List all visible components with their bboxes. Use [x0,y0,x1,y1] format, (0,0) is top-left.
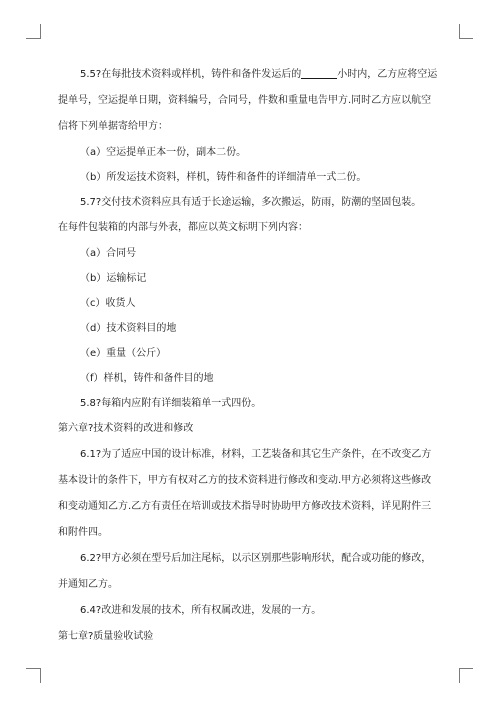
paragraph-packaging: 在每件包装箱的内部与外表，都应以英文标明下列内容： [58,222,308,233]
paragraph-6-1-line-4: 和附件四。 [58,527,108,538]
list-item: （f）样机，铸件和备件目的地 [80,373,214,384]
list-item: （a）合同号 [80,248,137,259]
list-item: （b）所发运技术资料，样机，铸件和备件的详细清单一式二份。 [80,172,367,183]
list-item: （c）收货人 [80,298,136,309]
paragraph-5-5-line-3: 信将下列单据寄给甲方： [58,121,168,132]
paragraph-6-1-line-1: 6.1?为了适应中国的设计标准，材料，工艺装备和其它生产条件，在不改变乙方 [80,449,432,460]
crop-mark-top-right [459,24,460,39]
paragraph-6-2-line-1: 6.2?甲方必须在型号后加注尾标，以示区别那些影响形状，配合或功能的修改， [80,553,432,564]
paragraph-6-2-line-2: 并通知乙方。 [58,579,118,590]
crop-mark-bottom-right [459,668,460,683]
crop-mark-top-left [40,24,41,39]
fill-in-blank [301,68,337,79]
crop-mark-top-left [26,38,40,39]
chapter-heading: 第六章?技术资料的改进和修改 [58,423,194,434]
paragraph-6-1-line-2: 基本设计的条件下，甲方有权对乙方的技术资料进行修改和变动.甲方必须将这些修改 [58,475,432,486]
paragraph-5-8: 5.8?每箱内应附有详细装箱单一式四份。 [80,398,262,409]
list-item: （a）空运提单正本一份，副本二份。 [80,147,247,158]
crop-mark-bottom-right [459,668,473,669]
paragraph-5-5-line-1 [80,68,437,82]
paragraph-6-4: 6.4?改进和发展的技术，所有权属改进，发展的一方。 [80,605,322,616]
chapter-heading: 第七章?质量验收试验 [58,631,154,642]
paragraph-5-5-line-2: 提单号，空运提单日期，资料编号，合同号，件数和重量电告甲方.同时乙方应以航空 [58,95,432,106]
paragraph-5-7: 5.7?交付技术资料应具有适于长途运输，多次搬运，防雨，防潮的坚固包装。 [80,197,422,208]
crop-mark-bottom-left [26,668,40,669]
list-item: （e）重量（公斤） [80,348,167,359]
paragraph-text: 小时内，乙方应将空运 [337,69,438,80]
paragraph-6-1-line-3: 和变动通知乙方.乙方有责任在培训或技术指导时协助甲方修改技术资料，详见附件三 [58,501,432,512]
crop-mark-bottom-left [40,668,41,683]
crop-mark-top-right [459,38,473,39]
list-item: （d）技术资料目的地 [80,323,177,334]
list-item: （b）运输标记 [80,273,147,284]
paragraph-text: 5.5?在每批技术资料或样机，铸件和备件发运后的 [80,69,302,80]
